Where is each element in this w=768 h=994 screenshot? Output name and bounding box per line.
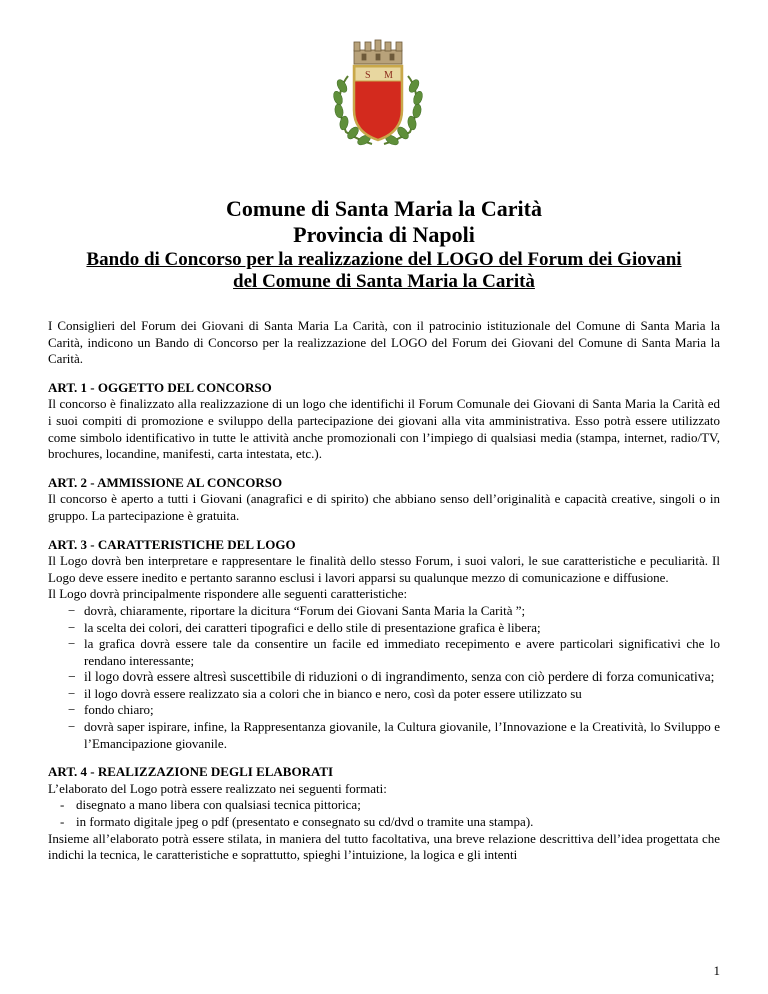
- title-bando: Bando di Concorso per la realizzazione del LOGO del Forum dei Giovani: [86, 249, 682, 270]
- art2-text: Il concorso è aperto a tutti i Giovani (anagrafici e di spirito) che abbiano senso dell’originalità e capacità creative, singoli o in gruppo. La partecipazione è gratuita.: [48, 491, 720, 523]
- art3-list: [48, 603, 720, 752]
- art4-text: L’elaborato del Logo potrà essere realizzato nei seguenti formati:: [48, 780, 387, 796]
- art4-heading: ART. 4 - REALIZZAZIONE DEGLI ELABORATI: [48, 764, 334, 780]
- crest-letter-m: M: [384, 70, 393, 81]
- title-municipality: Comune di Santa Maria la Carità: [226, 196, 542, 221]
- crest-letter-s: S: [365, 70, 371, 81]
- intro-paragraph: I Consiglieri del Forum dei Giovani di Santa Maria La Carità, con il patrocinio istituzionale del Comune di Santa Maria la Carità, indicono un Bando di Concorso per la realizzazione del LOGO del Forum dei Giovani del Comune di Santa Maria la Carità.: [48, 318, 720, 367]
- list-item: - in formato digitale jpeg o pdf (presentato e consegnato su cd/dvd o tramite una stampa).: [60, 814, 720, 831]
- page-number: 1: [713, 963, 720, 978]
- list-item: − dovrà saper ispirare, infine, la Rappresentanza giovanile, la Cultura giovanile, l’Innovazione e la Creatività, lo Sviluppo e l’Emancipazione giovanile.: [68, 719, 720, 752]
- crown: [354, 40, 402, 64]
- art3-text: Il Logo dovrà ben interpretare e rappresentare le finalità dello stesso Forum, i suoi valori, le sue caratteristiche e peculiarità. Il Logo deve essere inedito e pertanto saranno esclusi i lavori apparsi su qualunque mezzo di comunicazione e diffusione.: [48, 553, 720, 585]
- document-body: [48, 318, 720, 864]
- art2-heading: ART. 2 - AMMISSIONE AL CONCORSO: [48, 474, 283, 490]
- art3-heading: ART. 3 - CARATTERISTICHE DEL LOGO: [48, 536, 296, 552]
- list-item: − dovrà, chiaramente, riportare la dicitura “Forum dei Giovani Santa Maria la Carità ”;: [68, 603, 720, 620]
- art4-list: [48, 797, 720, 830]
- art3-list-intro: Il Logo dovrà principalmente rispondere alle seguenti caratteristiche:: [48, 586, 408, 602]
- title-bando-subtitle: del Comune di Santa Maria la Carità: [233, 271, 535, 292]
- list-item: − il logo dovrà essere realizzato sia a colori che in bianco e nero, così da poter essere utilizzato su: [68, 686, 720, 703]
- art1-heading: ART. 1 - OGGETTO DEL CONCORSO: [48, 379, 272, 395]
- art1-text: Il concorso è finalizzato alla realizzazione di un logo che identifichi il Forum Comunale dei Giovani di Santa Maria la Carità ed i suoi compiti di promozione e sviluppo della partecipazione dei giovani alla vita amministrativa. Esso potrà essere utilizzato come simbolo identificativo in tutte le attività anche promozionali con l’impiego di qualsiasi media (stampa, internet, radio/TV, brochures, locandine, manifesti, carta intestata, etc.).: [48, 396, 720, 462]
- list-item: − il logo dovrà essere altresì suscettibile di riduzioni o di ingrandimento, senza con ciò perdere di forza comunicativa;: [68, 669, 720, 686]
- list-item: - disegnato a mano libera con qualsiasi tecnica pittorica;: [60, 797, 720, 814]
- title-province: Provincia di Napoli: [293, 222, 475, 247]
- list-item: − la scelta dei colori, dei caratteri tipografici e dello stile di presentazione grafica è libera;: [68, 620, 720, 637]
- list-item: − la grafica dovrà essere tale da consentire un facile ed immediato recepimento e avere particolari significativi che lo rendano interessante;: [68, 636, 720, 669]
- art4-text-continued: Insieme all’elaborato potrà essere stilata, in maniera del tutto facoltativa, una breve relazione descrittiva dell’idea progettata che indichi la tecnica, le caratteristiche e soprattutto, spieghi l’intuizione, la logica e gli intenti: [48, 830, 720, 863]
- list-item: − fondo chiaro;: [68, 702, 720, 719]
- municipal-crest: [318, 36, 438, 148]
